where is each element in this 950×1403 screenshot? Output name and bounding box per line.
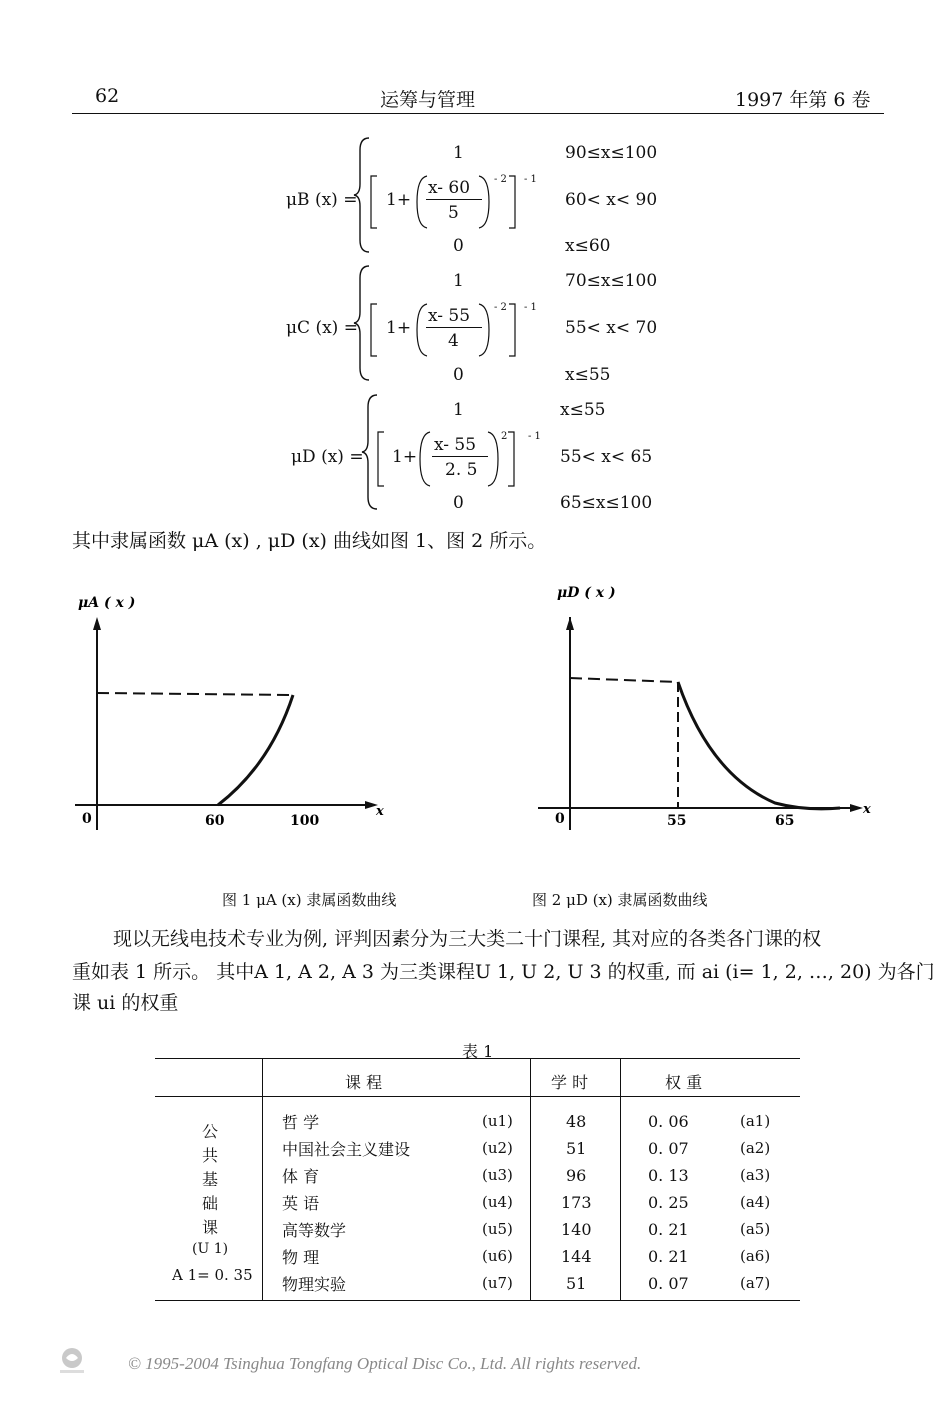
figure-1 bbox=[70, 585, 400, 835]
fig1-ylabel: μA ( x ) bbox=[78, 595, 136, 611]
case2-condition: 55< x< 70 bbox=[565, 318, 658, 338]
case2-denominator: 4 bbox=[448, 331, 459, 351]
journal-title: 运筹与管理 bbox=[380, 89, 476, 111]
case1-value: 1 bbox=[453, 400, 464, 420]
case2-denominator: 5 bbox=[448, 203, 459, 223]
fig2-ylabel: μD ( x ) bbox=[557, 585, 616, 601]
volume-info: 1997 年第 6 卷 bbox=[735, 89, 871, 111]
figure-2 bbox=[535, 575, 880, 835]
case3-condition: x≤55 bbox=[565, 365, 611, 385]
paragraph-line-3: 课 ui 的权重 bbox=[72, 992, 179, 1014]
header-course: 课 程 bbox=[345, 1073, 383, 1092]
case2-denominator: 2. 5 bbox=[445, 460, 478, 480]
fig1-curve bbox=[218, 695, 293, 805]
case3-value: 0 bbox=[453, 493, 464, 513]
formula-lhs: μC (x) = bbox=[286, 318, 358, 338]
case2-inner-exponent: - 2 bbox=[494, 302, 507, 313]
fig2-tick-65: 65 bbox=[775, 813, 795, 829]
table-bottom-rule bbox=[155, 1300, 800, 1301]
paragraph-line-1: 现以无线电技术专业为例, 评判因素分为三大类二十门课程, 其对应的各类各门课的权 bbox=[113, 928, 822, 950]
case2-condition: 60< x< 90 bbox=[565, 190, 658, 210]
header-rule bbox=[72, 113, 884, 114]
case2-outer-exponent: - 1 bbox=[524, 174, 537, 185]
header-weight: 权 重 bbox=[665, 1073, 703, 1092]
publisher-logo-icon bbox=[58, 1346, 86, 1376]
table-title: 表 1 bbox=[462, 1042, 494, 1061]
page-number: 62 bbox=[95, 85, 120, 107]
case2-prefix: 1+ bbox=[386, 190, 412, 210]
fig2-origin: 0 bbox=[555, 811, 565, 827]
fig1-xlabel: x bbox=[376, 804, 384, 819]
fig1-dashed-line bbox=[97, 693, 293, 695]
case2-numerator: x- 55 bbox=[434, 435, 477, 455]
fig2-x-arrow-icon bbox=[850, 804, 863, 812]
paragraph-line-2: 重如表 1 所示。 其中A 1, A 2, A 3 为三类课程U 1, U 2, U 3 的权重, 而 ai (i= 1, 2, …, 20) 为各门 bbox=[72, 961, 935, 983]
case2-prefix: 1+ bbox=[386, 318, 412, 338]
case1-value: 1 bbox=[453, 271, 464, 291]
figure-2-caption: 图 2 μD (x) 隶属函数曲线 bbox=[532, 891, 708, 909]
fig1-tick-60: 60 bbox=[205, 813, 225, 829]
fig2-dashed-h bbox=[570, 678, 678, 682]
table-top-rule bbox=[155, 1058, 800, 1059]
copyright-footer: © 1995-2004 Tsinghua Tongfang Optical Disc Co., Ltd. All rights reserved. bbox=[128, 1354, 642, 1373]
case2-numerator: x- 55 bbox=[428, 306, 471, 326]
case1-condition: 90≤x≤100 bbox=[565, 143, 658, 163]
fig2-y-arrow-icon bbox=[566, 617, 574, 630]
case3-condition: x≤60 bbox=[565, 236, 611, 256]
case1-condition: 70≤x≤100 bbox=[565, 271, 658, 291]
case3-value: 0 bbox=[453, 365, 464, 385]
table-header-rule bbox=[155, 1096, 800, 1097]
case2-outer-exponent: - 1 bbox=[528, 431, 541, 442]
case3-value: 0 bbox=[453, 236, 464, 256]
case2-numerator: x- 60 bbox=[428, 178, 471, 198]
case3-condition: 65≤x≤100 bbox=[560, 493, 653, 513]
fig1-tick-100: 100 bbox=[290, 813, 320, 829]
header-hours: 学 时 bbox=[551, 1073, 589, 1092]
case2-prefix: 1+ bbox=[392, 447, 418, 467]
fig2-xlabel: x bbox=[863, 802, 871, 817]
figure-1-caption: 图 1 μA (x) 隶属函数曲线 bbox=[222, 891, 397, 909]
case2-inner-exponent: 2 bbox=[501, 431, 508, 442]
fig1-y-arrow-icon bbox=[93, 617, 101, 630]
case1-value: 1 bbox=[453, 143, 464, 163]
intro-line: 其中隶属函数 μA (x) , μD (x) 曲线如图 1、图 2 所示。 bbox=[72, 530, 547, 552]
case2-condition: 55< x< 65 bbox=[560, 447, 653, 467]
formula-lhs: μD (x) = bbox=[291, 447, 364, 467]
case2-inner-exponent: - 2 bbox=[494, 174, 507, 185]
fig2-tick-55: 55 bbox=[667, 813, 687, 829]
case1-condition: x≤55 bbox=[560, 400, 606, 420]
case2-outer-exponent: - 1 bbox=[524, 302, 537, 313]
fig2-curve bbox=[678, 682, 840, 809]
formula-lhs: μB (x) = bbox=[286, 190, 358, 210]
fig1-origin: 0 bbox=[82, 811, 92, 827]
